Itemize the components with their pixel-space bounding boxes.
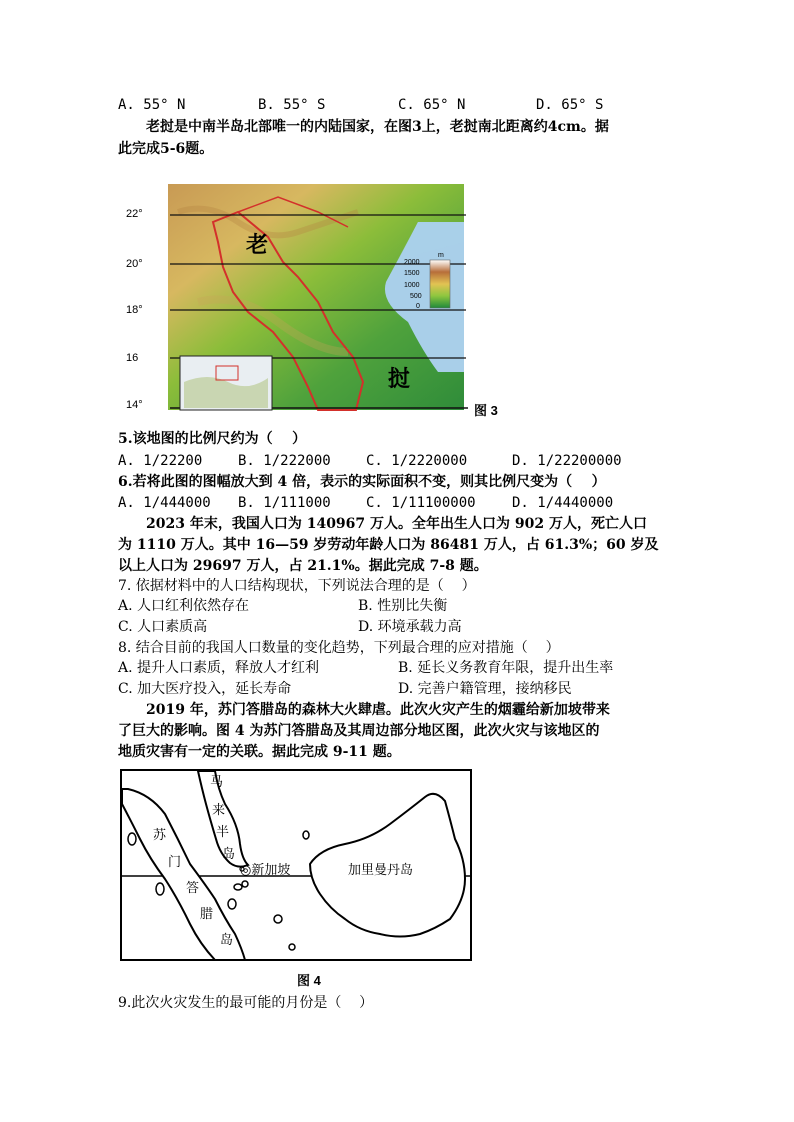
q5-option-b: B. 1/222000 [238, 453, 331, 469]
q6-option-b: B. 1/111000 [238, 495, 331, 511]
intro-5-6-line-2: 此完成5-6题。 [118, 141, 214, 157]
sumatra-region-map [120, 769, 472, 961]
legend-value-0: 0 [416, 303, 420, 310]
q6-option-c: C. 1/11100000 [366, 495, 476, 511]
legend-unit: m [438, 252, 444, 259]
q7-option-c: C. 人口素质高 [118, 619, 208, 635]
intro-9-11-line-2: 了巨大的影响。图 4 为苏门答腊岛及其周边部分地区图，此次火灾与该地区的 [118, 723, 600, 739]
lat-label-16: 16 [126, 352, 139, 364]
figure-3-caption: 图 3 [474, 403, 498, 418]
q7-option-b: B. 性别比失衡 [358, 598, 448, 614]
singapore-label: ◎新加坡 [240, 863, 291, 878]
lat-label-22: 22° [126, 208, 143, 220]
sumatra-char-2: 门 [168, 855, 182, 870]
legend-value-1500: 1500 [404, 270, 420, 277]
sumatra-char-1: 苏 [153, 828, 167, 843]
q4-option-b: B. 55° S [258, 97, 326, 113]
legend-value-1000: 1000 [404, 282, 420, 289]
legend-value-500: 500 [410, 293, 422, 300]
q8-option-a: A. 提升人口素质，释放人才红利 [118, 660, 320, 676]
q8-option-b: B. 延长义务教育年限，提升出生率 [398, 660, 614, 676]
q7-stem: 7. 依据材料中的人口结构现状，下列说法合理的是（ ） [118, 578, 476, 594]
q4-option-d: D. 65° S [536, 97, 604, 113]
q7-option-d: D. 环境承载力高 [358, 619, 462, 635]
intro-9-11-line-1: 2019 年，苏门答腊岛的森林大火肆虐。此次火灾产生的烟霾给新加坡带来 [146, 702, 610, 718]
q6-option-a: A. 1/444000 [118, 495, 211, 511]
country-char-lao: 老 [246, 232, 269, 258]
country-char-wo: 挝 [388, 366, 411, 392]
q9-stem: 9.此次火灾发生的最可能的月份是（ ） [118, 995, 374, 1011]
malay-char-4: 岛 [222, 847, 236, 862]
q5-option-c: C. 1/2220000 [366, 453, 468, 469]
malay-char-1: 马 [210, 775, 224, 790]
intro-9-11-line-3: 地质灾害有一定的关联。据此完成 9-11 题。 [118, 744, 401, 760]
lat-label-14: 14° [126, 399, 143, 411]
intro-7-8-line-3: 以上人口为 29697 万人，占 21.1%。据此完成 7-8 题。 [118, 558, 488, 574]
intro-7-8-line-1: 2023 年末，我国人口为 140967 万人。全年出生人口为 902 万人，死亡人口 [146, 516, 648, 532]
q4-option-c: C. 65° N [398, 97, 466, 113]
q6-option-d: D. 1/4440000 [512, 495, 614, 511]
q8-option-c: C. 加大医疗投入，延长寿命 [118, 681, 292, 697]
laos-topographic-map [118, 182, 508, 412]
sumatra-char-5: 岛 [220, 933, 234, 948]
kalimantan-label: 加里曼丹岛 [348, 863, 414, 878]
q7-option-a: A. 人口红利依然存在 [118, 598, 250, 614]
q5-stem: 5.该地图的比例尺约为（ ） [118, 431, 307, 447]
q4-option-a: A. 55° N [118, 97, 186, 113]
q6-stem: 6.若将此图的图幅放大到 4 倍，表示的实际面积不变，则其比例尺变为（ ） [118, 474, 606, 490]
figure-4-caption: 图 4 [297, 973, 321, 988]
q8-stem: 8. 结合目前的我国人口数量的变化趋势，下列最合理的应对措施（ ） [118, 640, 560, 656]
malay-char-3: 半 [216, 825, 230, 840]
legend-value-2000: 2000 [404, 259, 420, 266]
intro-5-6-line-1: 老挝是中南半岛北部唯一的内陆国家，在图3上，老挝南北距离约4cm。据 [146, 119, 609, 135]
sumatra-char-3: 答 [186, 881, 200, 896]
q8-option-d: D. 完善户籍管理，接纳移民 [398, 681, 572, 697]
malay-char-2: 来 [212, 803, 226, 818]
lat-label-20: 20° [126, 258, 143, 270]
sumatra-char-4: 腊 [200, 907, 214, 922]
q5-option-d: D. 1/22200000 [512, 453, 622, 469]
lat-label-18: 18° [126, 304, 143, 316]
intro-7-8-line-2: 为 1110 万人。其中 16—59 岁劳动年龄人口为 86481 万人，占 61.3%；60 岁及 [118, 537, 659, 553]
q5-option-a: A. 1/22200 [118, 453, 203, 469]
